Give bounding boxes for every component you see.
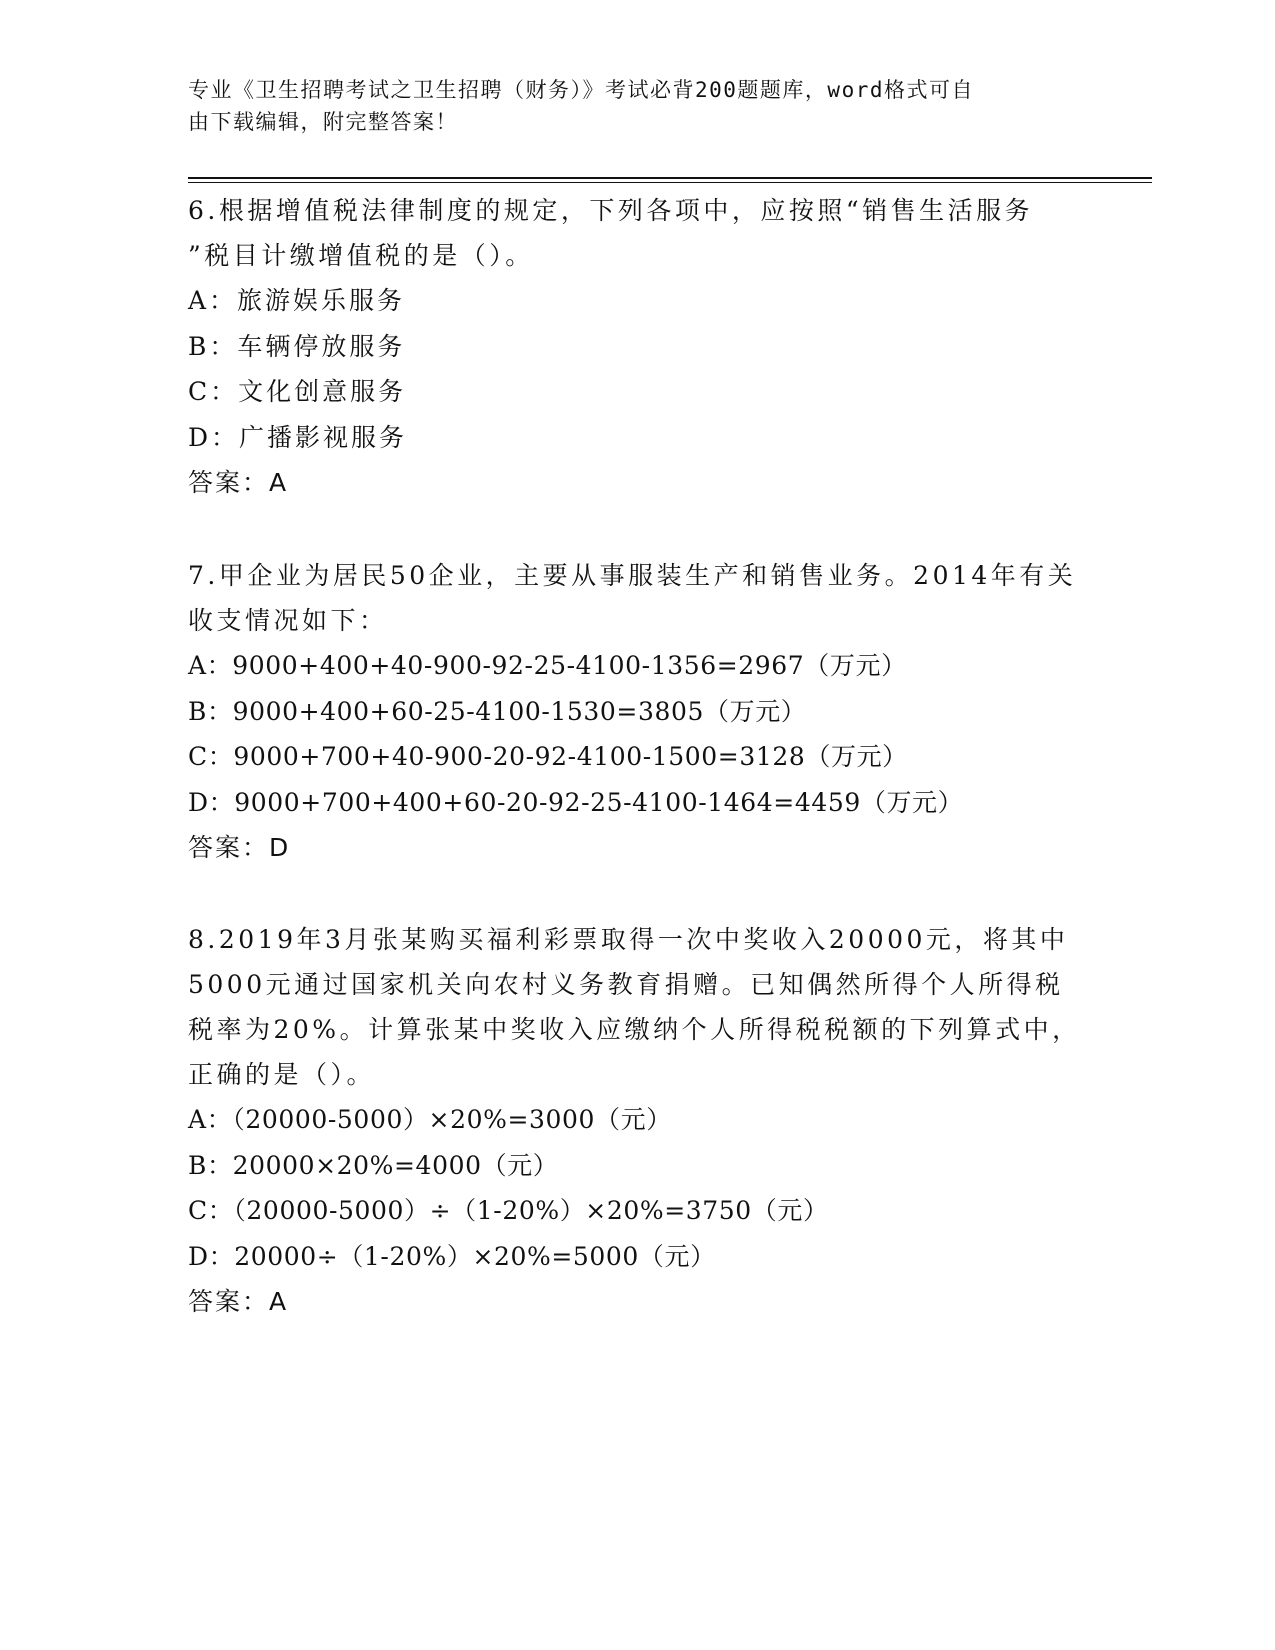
question-stem-line: 收支情况如下： — [188, 606, 388, 635]
document-header — [188, 74, 1088, 138]
question-stem-line: 7.甲企业为居民50企业，主要从事服装生产和销售业务。2014年有关 — [188, 561, 1077, 590]
option-a: A：9000+400+40-900-92-25-4100-1356=2967（万元） — [188, 651, 907, 680]
question-stem-line: 税率为20%。计算张某中奖收入应缴纳个人所得税税额的下列算式中， — [188, 1015, 1081, 1044]
option-c: C：文化创意服务 — [188, 377, 407, 406]
answer-label: 答案：D — [188, 833, 291, 862]
option-b: B：9000+400+60-25-4100-1530=3805（万元） — [188, 696, 807, 726]
header-divider-thick — [188, 177, 1152, 179]
option-c: C：9000+700+40-900-20-92-4100-1500=3128（万元） — [188, 742, 908, 771]
option-a: A：旅游娱乐服务 — [188, 286, 406, 315]
header-line-2: 由下载编辑，附完整答案！ — [188, 110, 458, 134]
option-d: D：20000÷（1-20%）×20%=5000（元） — [188, 1241, 716, 1271]
question-stem-line: 5000元通过国家机关向农村义务教育捐赠。已知偶然所得个人所得税 — [188, 970, 1064, 999]
question-stem-line: 8.2019年3月张某购买福利彩票取得一次中奖收入20000元，将其中 — [188, 925, 1069, 954]
option-a: A：（20000-5000）×20%=3000（元） — [188, 1105, 672, 1134]
question-6 — [188, 188, 1088, 505]
question-7 — [188, 553, 1088, 870]
question-stem-line: 6.根据增值税法律制度的规定，下列各项中，应按照“销售生活服务 — [188, 196, 1034, 225]
option-b: B：20000×20%=4000（元） — [188, 1150, 559, 1180]
option-c: C：（20000-5000）÷（1-20%）×20%=3750（元） — [188, 1196, 829, 1225]
question-8 — [188, 917, 1088, 1324]
header-divider-thin — [188, 182, 1152, 183]
question-stem-line: ”税目计缴增值税的是（）。 — [188, 241, 534, 270]
answer-label: 答案：A — [188, 1287, 289, 1316]
question-stem-line: 正确的是（）。 — [188, 1060, 376, 1089]
header-line-1: 专业《卫生招聘考试之卫生招聘（财务）》考试必背200题题库，word格式可自 — [188, 78, 974, 102]
option-d: D：广播影视服务 — [188, 422, 408, 452]
answer-label: 答案：A — [188, 468, 289, 497]
option-b: B：车辆停放服务 — [188, 331, 406, 361]
option-d: D：9000+700+400+60-20-92-25-4100-1464=4459（万元） — [188, 787, 964, 817]
